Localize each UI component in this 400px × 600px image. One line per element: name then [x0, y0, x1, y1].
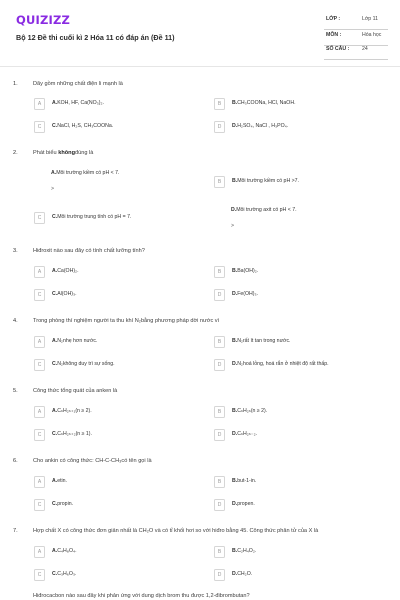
- question-text: Dãy gồm những chất điện li mạnh là: [33, 81, 123, 87]
- cutoff-question-text: Hiđrocacbon nào sau đây khi phản ứng với dung dịch brom thu được 1,2-đibrombutan?: [33, 593, 250, 599]
- option-letter: B: [214, 476, 225, 488]
- option-key: D.: [232, 123, 238, 129]
- option-key: A.: [52, 338, 58, 344]
- option-d[interactable]: D.Môi trường axit có pH < 7.: [231, 207, 297, 213]
- option-text: Al(OH)₃.: [57, 291, 77, 297]
- option-text: C₂H₄O₂.: [237, 548, 257, 554]
- option-text: N₂nhẹ hơn nước.: [57, 338, 98, 344]
- option-text: C₄H₈O₄.: [57, 548, 77, 554]
- emphasis-not: không: [58, 150, 75, 156]
- question-text: Trong phòng thí nghiệm người ta thu khí N₂bằng phương pháp dời nước vì: [33, 318, 220, 324]
- option-text: Fe(OH)₃.: [237, 291, 259, 297]
- option-key: B.: [232, 408, 238, 414]
- option-key: B.: [232, 478, 238, 484]
- option-key: B.: [232, 548, 238, 554]
- option-letter: A: [34, 546, 45, 558]
- option-text: Môi trường kiềm có pH >7.: [237, 178, 299, 184]
- meta-subject-label: MÔN :: [326, 32, 342, 38]
- option-key: C.: [52, 361, 58, 367]
- header-divider: [0, 66, 400, 67]
- option-key: B.: [232, 178, 238, 184]
- meta-class-value: Lớp 11: [362, 16, 378, 22]
- option-letter: A: [34, 98, 45, 110]
- option-letter: C: [34, 429, 45, 441]
- option-letter: D: [214, 121, 225, 133]
- option-letter: B: [214, 266, 225, 278]
- option-letter: A: [34, 266, 45, 278]
- option-text: propen.: [237, 501, 255, 507]
- option-letter: D: [214, 429, 225, 441]
- question-number: 4.: [13, 318, 18, 324]
- option-text: CₙH₂ₙ₊₂(n ≥ 1).: [57, 431, 92, 437]
- option-key: B.: [232, 100, 238, 106]
- option-key: C.: [52, 123, 58, 129]
- option-key: C.: [52, 291, 58, 297]
- option-text: etin.: [57, 478, 67, 484]
- option-key: D.: [232, 431, 238, 437]
- meta-subject-value: Hóa học: [362, 32, 382, 38]
- meta-count-label: SỐ CÂU :: [326, 46, 350, 52]
- option-key: C.: [52, 214, 58, 220]
- option-letter: D: [214, 289, 225, 301]
- option-text: H₂SO₄, NaCl , H₃PO₄.: [237, 123, 289, 129]
- option-letter: B: [214, 176, 225, 188]
- option-letter: D: [214, 499, 225, 511]
- question-text: Công thức tổng quát của anken là: [33, 388, 118, 394]
- meta-class: [324, 14, 388, 30]
- option-letter: D: [214, 569, 225, 581]
- option-letter: C: [34, 359, 45, 371]
- brand-logo: QUIZIZZ: [16, 13, 71, 27]
- option-key: B.: [232, 268, 238, 274]
- option-key: C.: [52, 431, 58, 437]
- option-key: D.: [232, 291, 238, 297]
- option-key: D.: [232, 501, 238, 507]
- option-letter: D: [214, 359, 225, 371]
- option-key: A.: [52, 478, 58, 484]
- arrow-marker: >: [51, 186, 55, 192]
- option-text: CH₃COONa, HCl, NaOH.: [237, 100, 296, 106]
- option-text: CₙH₂ₙ₋₂.: [237, 431, 258, 437]
- question-number: 1.: [13, 81, 18, 87]
- option-letter: A: [34, 406, 45, 418]
- option-key: A.: [52, 408, 58, 414]
- option-text: Ba(OH)₂.: [237, 268, 259, 274]
- option-text: but-1-in.: [237, 478, 257, 484]
- option-key: A.: [52, 100, 58, 106]
- question-number: 5.: [13, 388, 18, 394]
- option-key: D.: [232, 571, 238, 577]
- option-letter: C: [34, 289, 45, 301]
- question-text: Hiđroxit nào sau đây có tính chất lưỡng tính?: [33, 248, 145, 254]
- option-text: KOH, HF, Ca(NO₃)₂.: [57, 100, 104, 106]
- question-number: 6.: [13, 458, 18, 464]
- option-text: CH₂O.: [237, 571, 253, 577]
- question-text: Hợp chất X có công thức đơn giản nhất là CH₂O và có tỉ khối hơi so với hiđro bằng 45. Công thức phân tử của X là: [33, 528, 319, 534]
- document-title: Bộ 12 Đề thi cuối kì 2 Hóa 11 có đáp án (Đề 11): [16, 33, 175, 42]
- option-letter: A: [34, 476, 45, 488]
- option-letter: A: [34, 336, 45, 348]
- option-text: Ca(OH)₂.: [57, 268, 79, 274]
- option-key: C.: [52, 571, 58, 577]
- option-letter: C: [34, 499, 45, 511]
- question-text: Phát biểu khôngđúng là: [33, 150, 94, 156]
- option-text: C₃H₆O₃.: [57, 571, 77, 577]
- option-key: A.: [52, 548, 58, 554]
- worksheet-header: [0, 0, 400, 66]
- option-text: Môi trường trung tính có pH = 7.: [57, 214, 132, 220]
- arrow-marker: >: [231, 223, 235, 229]
- option-text: N₂rất ít tan trong nước.: [237, 338, 291, 344]
- option-text: CₙH₂ₙ₊₁(n ≥ 2).: [57, 408, 92, 414]
- option-text: NaCl, H₂S, CH₃COONa.: [57, 123, 114, 129]
- option-letter: B: [214, 546, 225, 558]
- question-number: 2.: [13, 150, 18, 156]
- option-letter: B: [214, 406, 225, 418]
- option-text: CₙH₂ₙ(n ≥ 2).: [237, 408, 268, 414]
- option-text: propin.: [57, 501, 74, 507]
- option-key: C.: [52, 501, 58, 507]
- option-a[interactable]: A.Môi trường kiềm có pH < 7.: [51, 170, 120, 176]
- option-letter: C: [34, 212, 45, 224]
- meta-count: [324, 44, 388, 60]
- meta-count-value: 24: [362, 46, 368, 52]
- option-key: D.: [232, 361, 238, 367]
- option-letter: C: [34, 121, 45, 133]
- option-letter: B: [214, 98, 225, 110]
- option-letter: B: [214, 336, 225, 348]
- option-key: A.: [52, 268, 58, 274]
- option-text: N₂hoá lỏng, hoá rắn ở nhiệt độ rất thấp.: [237, 361, 329, 367]
- meta-class-label: LỚP :: [326, 16, 341, 22]
- question-number: 7.: [13, 528, 18, 534]
- option-key: B.: [232, 338, 238, 344]
- option-text: N₂không duy trì sự sống.: [57, 361, 115, 367]
- question-text: Cho ankin có công thức: CH-C-CH₃có tên gọi là: [33, 458, 152, 464]
- meta-divider: [324, 59, 388, 60]
- question-number: 3.: [13, 248, 18, 254]
- option-letter: C: [34, 569, 45, 581]
